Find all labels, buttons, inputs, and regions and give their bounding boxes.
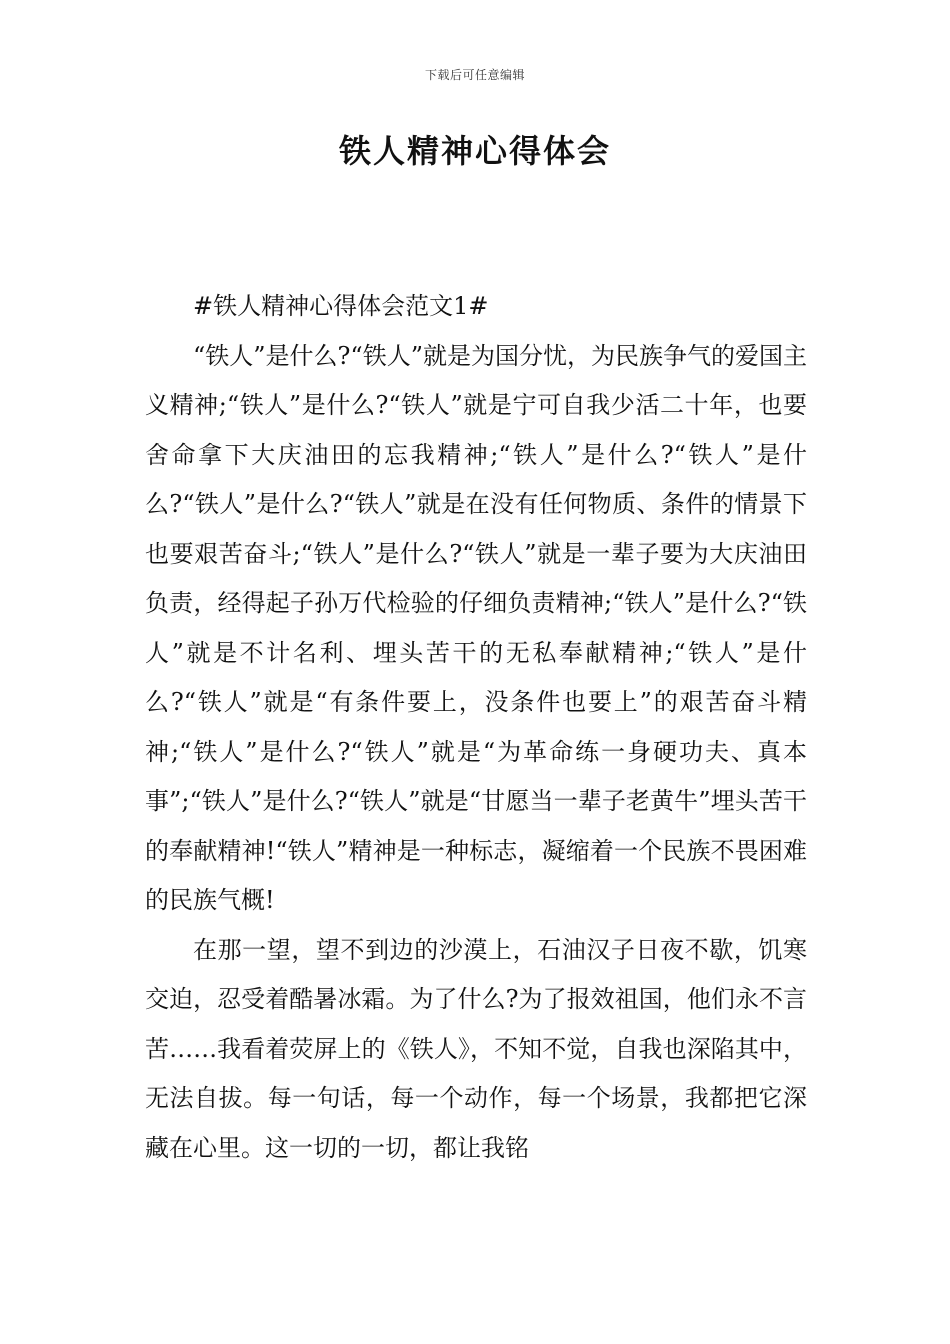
- section-heading: #铁人精神心得体会范文1#: [193, 292, 489, 320]
- header-note: 下载后可任意编辑: [424, 68, 525, 82]
- document-title: 铁人精神心得体会: [338, 132, 611, 170]
- paragraph-2: 在那一望，望不到边的沙漠上，石油汉子日夜不歇，饥寒交迫，忍受着酷暑冰霜。为了什么?为了报效祖国，他们永不言苦……我看着荧屏上的《铁人》，不知不觉，自我也深陷其中，无法自拔。每一句话，每一个动作，每一个场景，我都把它深藏在心里。这一切的一切，都让我铭: [145, 935, 807, 1162]
- paragraph-1: “铁人”是什么?“铁人”就是为国分忧，为民族争气的爱国主义精神;“铁人”是什么?“铁人”就是宁可自我少活二十年，也要舍命拿下大庆油田的忘我精神;“铁人”是什么?“铁人”是什么?“铁人”是什么?“铁人”就是在没有任何物质、条件的情景下也要艰苦奋斗;“铁人”是什么?“铁人”就是一辈子要为大庆油田负责，经得起子孙万代检验的仔细负责精神;“铁人”是什么?“铁人”就是不计名利、埋头苦干的无私奉献精神;“铁人”是什么?“铁人”就是“有条件要上，没条件也要上”的艰苦奋斗精神;“铁人”是什么?“铁人”就是“为革命练一身硬功夫、真本事”;“铁人”是什么?“铁人”就是“甘愿当一辈子老黄牛”埋头苦干的奉献精神!“铁人”精神是一种标志，凝缩着一个民族不畏困难的民族气概!: [145, 341, 807, 914]
- document-body: [145, 282, 807, 1173]
